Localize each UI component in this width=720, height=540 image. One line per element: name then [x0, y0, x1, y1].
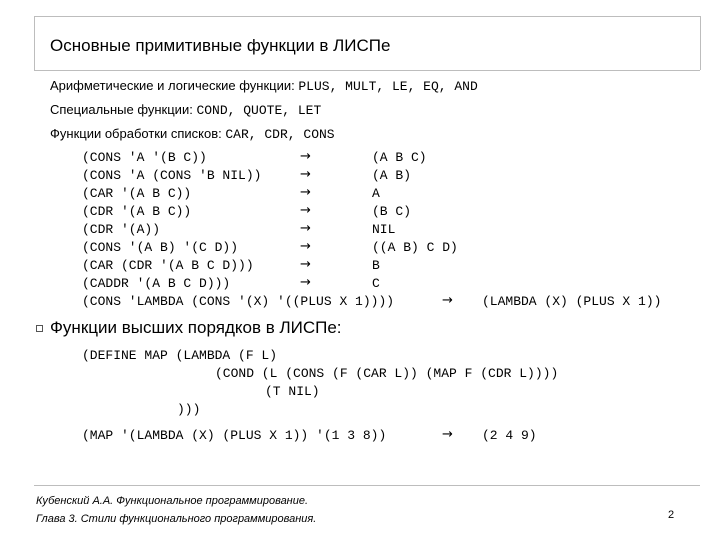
example-result: C	[372, 276, 380, 291]
example-expr: (CONS '(A B) '(C D))	[82, 240, 239, 255]
arrow-icon: →	[300, 167, 311, 182]
title-frame-bottom	[34, 70, 700, 71]
define-map-line: (COND (L (CONS (F (CAR L)) (MAP F (CDR L))))	[215, 366, 559, 381]
special-label: Специальные функции:	[50, 102, 197, 117]
arrow-icon: →	[300, 221, 311, 236]
example-expr: (CAR '(A B C))	[82, 186, 192, 201]
arrow-icon: →	[300, 185, 311, 200]
footer-author: Кубенский А.А. Функциональное программирование.	[36, 495, 309, 507]
bullet-square	[36, 325, 43, 332]
example-result: (B C)	[372, 204, 412, 219]
define-map-line: (DEFINE MAP (LAMBDA (F L)	[82, 348, 278, 363]
arrow-icon: →	[300, 257, 311, 272]
special-code: COND, QUOTE, LET	[196, 103, 322, 118]
higher-order-heading: Функции высших порядков в ЛИСПе:	[50, 318, 342, 337]
arith-code: PLUS, MULT, LE, EQ, AND	[298, 79, 478, 94]
page-number: 2	[668, 509, 675, 521]
example-result: NIL	[372, 222, 396, 237]
example-result: ((A B) C D)	[372, 240, 458, 255]
special-line	[50, 102, 321, 118]
example-expr: (CAR (CDR '(A B C D)))	[82, 258, 254, 273]
example-result: (LAMBDA (X) (PLUS X 1))	[482, 294, 662, 309]
example-expr: (CDR '(A))	[82, 222, 161, 237]
example-expr: (CADDR '(A B C D)))	[82, 276, 231, 291]
title-frame-left	[34, 16, 35, 70]
arith-line	[50, 78, 478, 94]
define-map-line: (T NIL)	[265, 384, 320, 399]
list-code: CAR, CDR, CONS	[225, 127, 335, 142]
map-example-result: (2 4 9)	[482, 428, 537, 443]
arrow-icon: →	[300, 275, 311, 290]
example-result: A	[372, 186, 380, 201]
footer-divider	[34, 485, 700, 486]
title-frame-top	[34, 16, 700, 17]
arrow-icon: →	[442, 427, 453, 442]
slide-title: Основные примитивные функции в ЛИСПе	[50, 36, 391, 55]
list-line	[50, 126, 335, 142]
example-expr: (CDR '(A B C))	[82, 204, 192, 219]
define-map-line: )))	[177, 402, 201, 417]
arrow-icon: →	[300, 239, 311, 254]
footer-chapter: Глава 3. Стили функционального программирования.	[36, 513, 317, 525]
title-frame-right	[700, 16, 701, 70]
example-result: (A B C)	[372, 150, 427, 165]
arith-label: Арифметические и логические функции:	[50, 78, 299, 93]
arrow-icon: →	[300, 149, 311, 164]
example-result: B	[372, 258, 380, 273]
map-example-expr: (MAP '(LAMBDA (X) (PLUS X 1)) '(1 3 8))	[82, 428, 387, 443]
example-expr: (CONS 'LAMBDA (CONS '(X) '((PLUS X 1))))	[82, 294, 395, 309]
example-result: (A B)	[372, 168, 412, 183]
example-expr: (CONS 'A '(B C))	[82, 150, 207, 165]
arrow-icon: →	[300, 203, 311, 218]
arrow-icon: →	[442, 293, 453, 308]
list-label: Функции обработки списков:	[50, 126, 226, 141]
example-expr: (CONS 'A (CONS 'B NIL))	[82, 168, 262, 183]
